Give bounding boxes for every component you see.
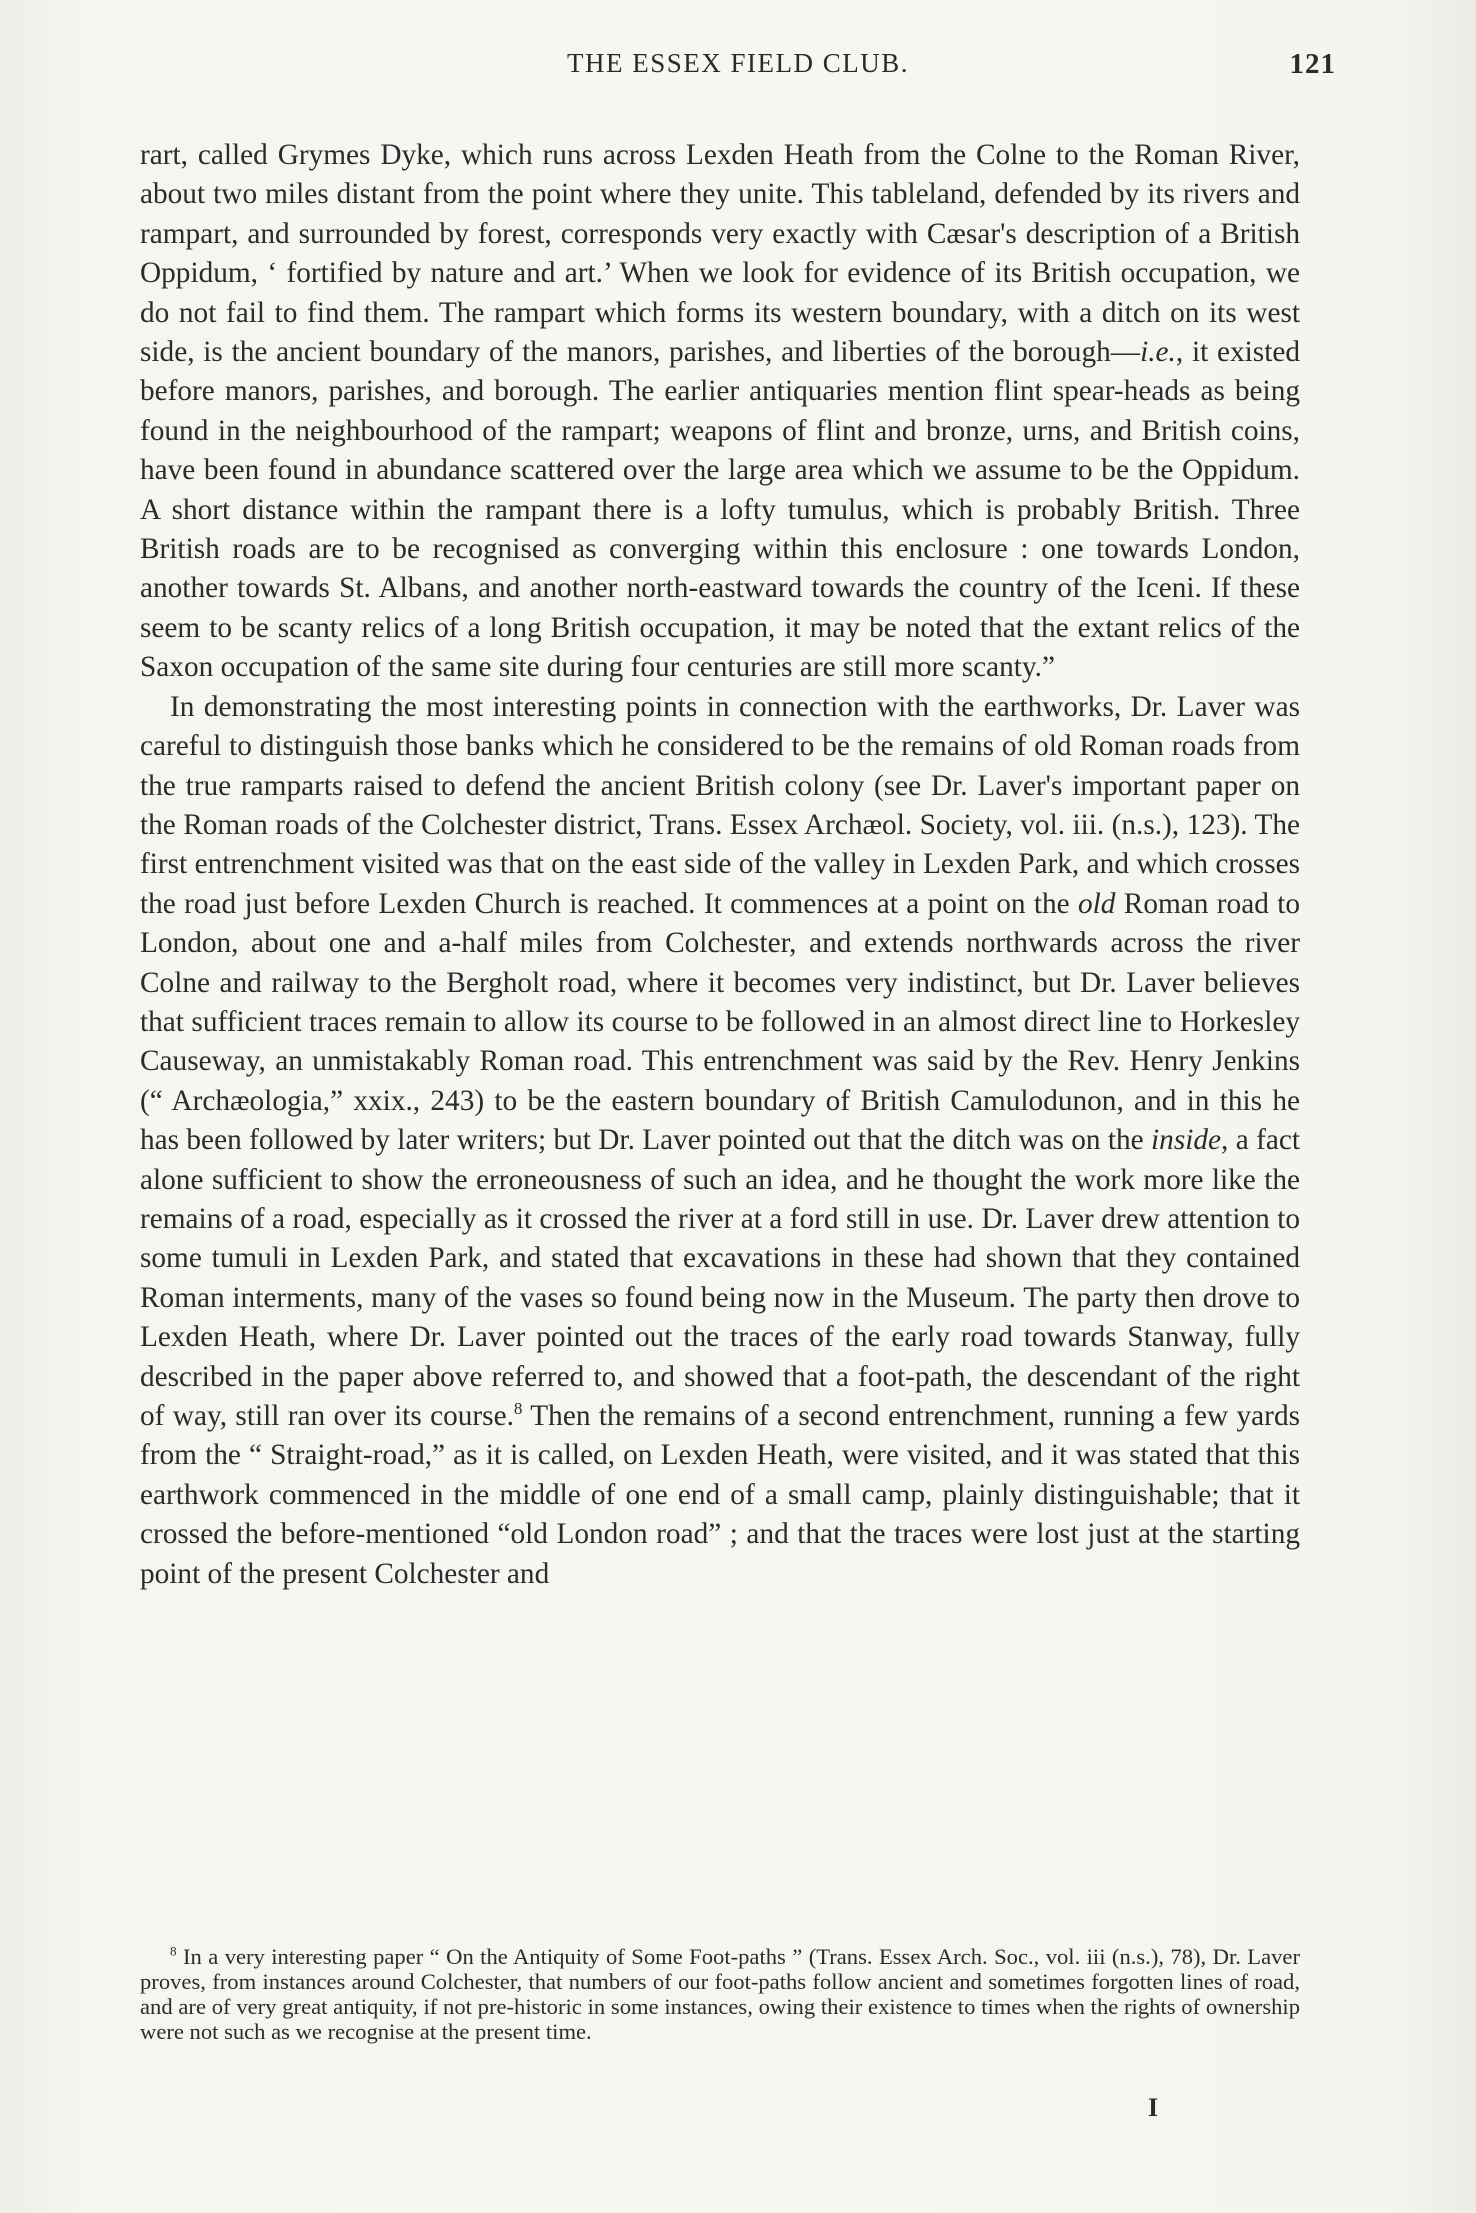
page-number: 121 xyxy=(1289,48,1336,80)
signature-mark: I xyxy=(1148,2093,1159,2122)
footnote-8 xyxy=(140,1944,1300,2044)
paragraph-1-text: rart, called Grymes Dyke, which runs across Lexden Heath from the Colne to the Roman River, about two miles distant from the point where they unite. This tableland, defended by its rivers and rampart, and surrounded by forest, corresponds very exactly with Cæsar's description of a British Oppidum, ‘ fortified by nature and art.’ When we look for evidence of its British occupation, we do not fail to find them. The rampart which forms its western boundary, with a ditch on its west side, is the ancient boundary of the manors, parishes, and liberties of the borough— xyxy=(140,139,1300,369)
paragraph-1 xyxy=(140,136,1300,688)
paragraph-2-italic-inside: inside xyxy=(1151,1124,1222,1157)
paragraph-2 xyxy=(140,688,1300,1594)
paragraph-1-text-rest: , it existed before manors, parishes, and borough. The earlier antiquaries mention flint spear-heads as being found in the neighbourhood of the rampart; weapons of flint and bronze, urns, and British coins, have been found in abundance scattered over the large area which we assume to be the Oppidum. A short distance within the rampant there is a lofty tumulus, which is probably British. Three British roads are to be recognised as converging within this enclosure : one towards London, another towards St. Albans, and another north-eastward towards the country of the Iceni. If these seem to be scanty relics of a long British occupation, it may be noted that the extant relics of the Saxon occupation of the same site during four centuries are still more scanty.” xyxy=(140,336,1300,684)
paragraph-2-text-a: In demonstrating the most interesting points in connection with the earthworks, Dr. Laver was careful to distinguish those banks which he considered to be the remains of old Roman roads from the true ramparts raised to defend the ancient British colony (see Dr. Laver's important paper on the Roman roads of the Colchester district, Trans. Essex Archæol. Society, vol. iii. (n.s.), 123). The first entrenchment visited was that on the east side of the valley in Lexden Park, and which crosses the road just before Lexden Church is reached. It commences at a point on the xyxy=(140,690,1300,920)
body-text xyxy=(140,136,1300,1594)
running-title: THE ESSEX FIELD CLUB. xyxy=(567,48,909,78)
footnote-reference: 8 xyxy=(513,1399,523,1419)
footnote-marker: 8 xyxy=(170,1943,177,1959)
paragraph-2-italic-old: old xyxy=(1078,887,1116,920)
page-header xyxy=(140,48,1336,88)
footnotes xyxy=(140,1944,1300,2044)
footnote-text: In a very interesting paper “ On the Antiquity of Some Foot-paths ” (Trans. Essex Arch. Soc., vol. iii (n.s.), 78), Dr. Laver proves, from instances around Colchester, that numbers of our foot-paths follow ancient and sometimes forgotten lines of road, and are of very great antiquity, if not pre-historic in some instances, owing their existence to times when the rights of ownership were not such as we recognise at the present time. xyxy=(140,1944,1300,2044)
paragraph-2-text-b: Roman road to London, about one and a-half miles from Colchester, and extends northwards across the river Colne and railway to the Bergholt road, where it becomes very indistinct, but Dr. Laver believes that sufficient traces remain to allow its course to be followed in an almost direct line to Horkesley Causeway, an unmistakably Roman road. This entrenchment was said by the Rev. Henry Jenkins (“ Archæologia,” xxix., 243) to be the eastern boundary of British Camulodunon, and in this he has been followed by later writers; but Dr. Laver pointed out that the ditch was on the xyxy=(140,887,1300,1157)
paragraph-1-italic: i.e. xyxy=(1140,336,1176,369)
paragraph-2-text-c: , a fact alone sufficient to show the erroneousness of such an idea, and he thought the work more like the remains of a road, especially as it crossed the river at a ford still in use. Dr. Laver drew attention to some tumuli in Lexden Park, and stated that excavations in these had shown that they contained Roman interments, many of the vases so found being now in the Museum. The party then drove to Lexden Heath, where Dr. Laver pointed out the traces of the early road towards Stanway, fully described in the paper above referred to, and showed that a foot-path, the descendant of the right of way, still ran over its course. xyxy=(140,1124,1300,1432)
paragraph-2-text-d: Then the remains of a second entrenchment, running a few yards from the “ Straight-road,” as it is called, on Lexden Heath, were visited, and it was stated that this earthwork commenced in the middle of one end of a small camp, plainly distinguishable; that it crossed the before-mentioned “old London road” ; and that the traces were lost just at the starting point of the present Colchester and xyxy=(140,1400,1300,1590)
